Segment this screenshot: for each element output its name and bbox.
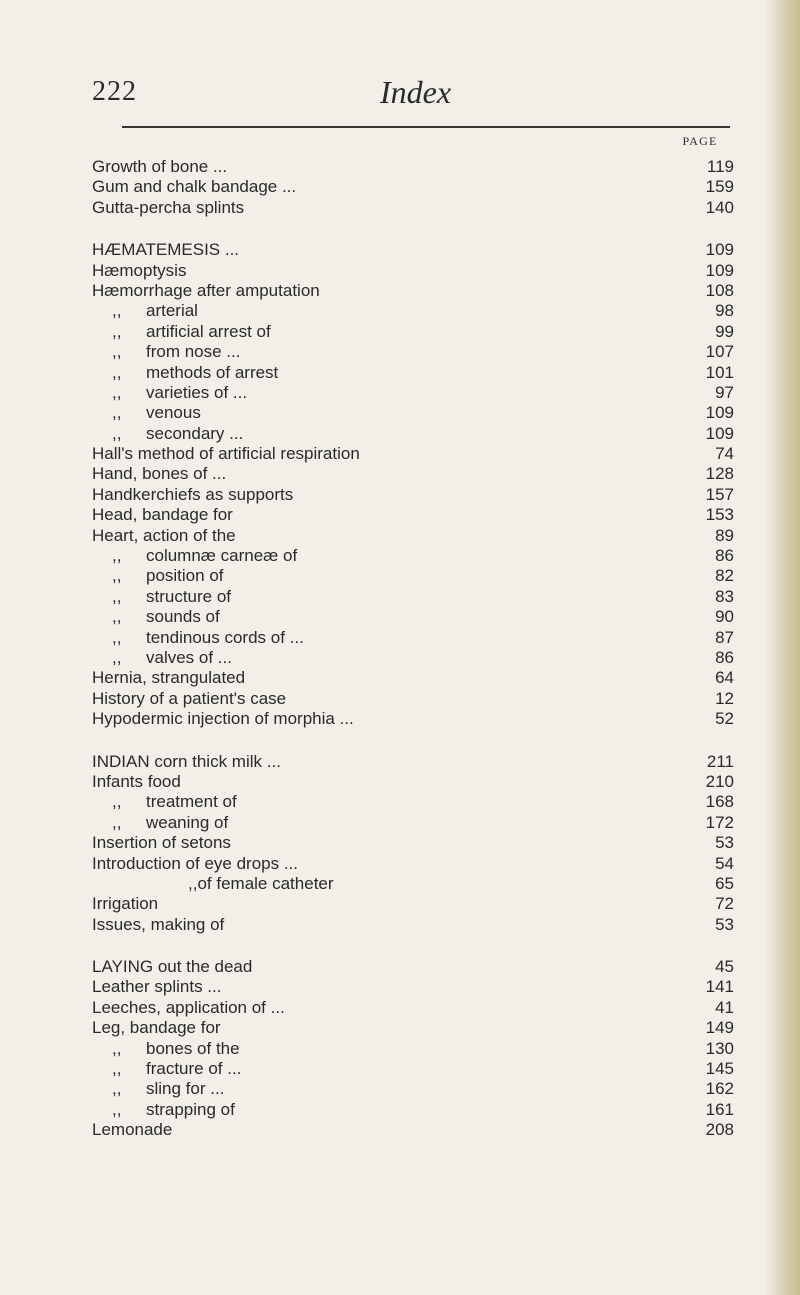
index-term [112, 383, 253, 403]
index-entry [92, 1018, 742, 1038]
index-term [112, 342, 246, 362]
index-section-i [92, 752, 742, 936]
index-term-text: bones of the [146, 1038, 240, 1058]
index-entry [92, 526, 742, 546]
index-term [112, 587, 237, 607]
index-list [92, 157, 742, 1163]
index-entry [92, 668, 742, 688]
index-entry [92, 833, 742, 853]
index-page-number: 52 [688, 709, 734, 729]
ditto-mark: ,, [112, 812, 122, 832]
index-term-text: Hæmorrhage after amputation [92, 280, 320, 300]
index-term-text: arterial [146, 301, 198, 321]
index-entry [92, 813, 742, 833]
index-page-number: 101 [688, 363, 734, 383]
index-page-number: 87 [688, 628, 734, 648]
ditto-mark: ,, [112, 627, 122, 647]
index-page-number: 109 [688, 403, 734, 423]
index-entry [92, 383, 742, 403]
index-term-text: of female catheter [197, 873, 334, 893]
index-entry [92, 424, 742, 444]
running-head: Index [380, 74, 452, 110]
index-term-text: Hernia, strangulated [92, 668, 246, 688]
index-term [92, 526, 242, 546]
index-entry [92, 894, 742, 914]
index-entry [92, 607, 742, 627]
index-term-text: varieties of ... [146, 382, 248, 402]
index-page-number: 161 [688, 1100, 734, 1120]
index-term [92, 709, 360, 729]
ditto-mark: ,, [188, 873, 198, 893]
index-page-number: 208 [688, 1120, 734, 1140]
index-section-g [92, 157, 742, 218]
index-entry [92, 915, 742, 935]
ditto-mark: ,, [112, 362, 122, 382]
index-page-number: 12 [688, 689, 734, 709]
index-page-number: 141 [688, 977, 734, 997]
page-number: 222 [92, 76, 137, 107]
index-term-text: structure of [146, 586, 232, 606]
index-term-text: secondary ... [146, 423, 244, 443]
index-term-text: methods of arrest [146, 362, 279, 382]
index-entry [92, 648, 742, 668]
ditto-mark: ,, [112, 301, 122, 321]
index-page-number: 172 [688, 813, 734, 833]
index-entry [92, 281, 742, 301]
index-term-text: fracture of ... [146, 1059, 242, 1079]
index-term-text: Introduction of eye drops ... [92, 853, 299, 873]
ditto-mark: ,, [112, 792, 122, 812]
index-entry [92, 1100, 742, 1120]
index-term [92, 915, 230, 935]
index-term-text: Leather splints ... [92, 977, 222, 997]
index-entry [92, 342, 742, 362]
ditto-mark: ,, [112, 403, 122, 423]
index-term [112, 607, 226, 627]
index-term [92, 854, 304, 874]
page-edge-shadow [764, 0, 800, 1295]
index-term [92, 772, 187, 792]
index-term-text: Gum and chalk bandage ... [92, 177, 297, 197]
index-term [92, 668, 251, 688]
index-term-text: History of a patient's case [92, 688, 287, 708]
ditto-mark: ,, [112, 546, 122, 566]
index-page-number: 99 [688, 322, 734, 342]
index-entry [92, 1059, 742, 1079]
index-term [112, 546, 303, 566]
index-term-text: treatment of [146, 792, 237, 812]
index-term [92, 240, 245, 260]
index-page-number: 83 [688, 587, 734, 607]
index-entry [92, 566, 742, 586]
index-term [112, 566, 230, 586]
index-term-text: Lemonade [92, 1120, 173, 1140]
index-entry [92, 957, 742, 977]
index-term [92, 444, 366, 464]
index-term-text: Leeches, application of ... [92, 997, 285, 1017]
ditto-mark: ,, [112, 607, 122, 627]
index-term [92, 485, 299, 505]
index-term [92, 157, 233, 177]
index-section-h [92, 240, 742, 729]
index-term [92, 752, 287, 772]
index-page-number: 168 [688, 792, 734, 812]
ditto-mark: ,, [112, 1079, 122, 1099]
index-entry [92, 752, 742, 772]
index-page-number: 74 [688, 444, 734, 464]
index-term-text: tendinous cords of ... [146, 627, 304, 647]
index-page-number: 86 [688, 648, 734, 668]
index-term [92, 1018, 227, 1038]
index-term [92, 833, 237, 853]
ditto-mark: ,, [112, 647, 122, 667]
index-page-number: 119 [688, 157, 734, 177]
index-term [92, 505, 239, 525]
index-term [92, 177, 302, 197]
index-entry [92, 157, 742, 177]
index-page-number: 98 [688, 301, 734, 321]
index-entry [92, 628, 742, 648]
index-term [112, 322, 277, 342]
index-page-number: 97 [688, 383, 734, 403]
index-term-text: position of [146, 566, 224, 586]
index-term-text: columnæ carneæ of [146, 546, 298, 566]
index-entry [92, 322, 742, 342]
index-term-text: Leg, bandage for [92, 1018, 221, 1038]
index-term [92, 957, 258, 977]
index-term-text: weaning of [146, 812, 229, 832]
index-page-number: 41 [688, 998, 734, 1018]
index-term [188, 874, 340, 894]
index-term [92, 198, 250, 218]
index-term-text: Heart, action of the [92, 525, 236, 545]
index-term [112, 792, 243, 812]
index-entry [92, 998, 742, 1018]
index-entry [92, 546, 742, 566]
ditto-mark: ,, [112, 1059, 122, 1079]
index-term [92, 261, 192, 281]
index-page-number: 128 [688, 464, 734, 484]
index-term-text: Issues, making of [92, 914, 225, 934]
index-page-number: 54 [688, 854, 734, 874]
index-term-text: Irrigation [92, 894, 159, 914]
page-column-label: PAGE [682, 134, 718, 148]
index-term [112, 648, 238, 668]
index-term [92, 689, 292, 709]
index-entry [92, 363, 742, 383]
index-page-number: 109 [688, 261, 734, 281]
index-page-number: 211 [688, 752, 734, 772]
index-term [112, 424, 249, 444]
index-entry [92, 792, 742, 812]
index-term [112, 628, 310, 648]
index-term-text: Hæmoptysis [92, 260, 187, 280]
index-entry [92, 240, 742, 260]
index-entry [92, 874, 742, 894]
index-term [112, 1059, 247, 1079]
index-term [112, 813, 234, 833]
index-entry [92, 505, 742, 525]
index-term [92, 894, 164, 914]
index-term [92, 1120, 178, 1140]
index-term-text: LAYING out the dead [92, 957, 253, 977]
index-page-number: 82 [688, 566, 734, 586]
index-term [112, 1039, 246, 1059]
index-term-text: strapping of [146, 1099, 235, 1119]
index-entry [92, 1120, 742, 1140]
index-term-text: Hypodermic injection of morphia ... [92, 709, 354, 729]
index-term [92, 464, 232, 484]
index-entry [92, 198, 742, 218]
ditto-mark: ,, [112, 1099, 122, 1119]
index-term-text: Hall's method of artificial respiration [92, 444, 360, 464]
index-page-number: 210 [688, 772, 734, 792]
index-term-text: sounds of [146, 607, 220, 627]
index-page-number: 90 [688, 607, 734, 627]
index-page-number: 109 [688, 424, 734, 444]
index-term-text: artificial arrest of [146, 321, 271, 341]
index-page-number: 53 [688, 915, 734, 935]
index-entry [92, 709, 742, 729]
index-entry [92, 689, 742, 709]
page-header [92, 72, 732, 132]
index-term-text: Gutta-percha splints [92, 197, 245, 217]
ditto-mark: ,, [112, 566, 122, 586]
index-entry [92, 301, 742, 321]
ditto-mark: ,, [112, 586, 122, 606]
index-page-number: 45 [688, 957, 734, 977]
header-rule [122, 126, 730, 128]
index-page-number: 159 [688, 177, 734, 197]
index-term [112, 363, 284, 383]
index-entry [92, 444, 742, 464]
index-entry [92, 485, 742, 505]
index-entry [92, 587, 742, 607]
index-term [92, 998, 291, 1018]
index-page-number: 53 [688, 833, 734, 853]
index-page-number: 162 [688, 1079, 734, 1099]
index-term [112, 403, 207, 423]
index-term-text: sling for ... [146, 1079, 225, 1099]
index-term-text: Handkerchiefs as supports [92, 484, 294, 504]
index-entry [92, 977, 742, 997]
index-term-text: venous [146, 403, 201, 423]
index-page-number: 107 [688, 342, 734, 362]
index-page-number: 72 [688, 894, 734, 914]
ditto-mark: ,, [112, 321, 122, 341]
index-entry [92, 464, 742, 484]
index-page-number: 140 [688, 198, 734, 218]
index-term-text: HÆMATEMESIS ... [92, 240, 240, 260]
ditto-mark: ,, [112, 342, 122, 362]
index-page-number: 153 [688, 505, 734, 525]
index-term-text: INDIAN corn thick milk ... [92, 751, 281, 771]
index-term-text: valves of ... [146, 647, 232, 667]
index-term [112, 301, 204, 321]
index-entry [92, 1079, 742, 1099]
index-page-number: 108 [688, 281, 734, 301]
index-page-number: 86 [688, 546, 734, 566]
ditto-mark: ,, [112, 1038, 122, 1058]
index-term [112, 1100, 241, 1120]
ditto-mark: ,, [112, 423, 122, 443]
index-page-number: 89 [688, 526, 734, 546]
index-entry [92, 1039, 742, 1059]
index-section-l [92, 957, 742, 1141]
index-page-number: 157 [688, 485, 734, 505]
index-term-text: Hand, bones of ... [92, 464, 227, 484]
index-term [112, 1079, 230, 1099]
index-entry [92, 854, 742, 874]
index-entry [92, 177, 742, 197]
index-term [92, 977, 227, 997]
index-term-text: Insertion of setons [92, 833, 231, 853]
index-page-number: 64 [688, 668, 734, 688]
index-page-number: 145 [688, 1059, 734, 1079]
index-term-text: from nose ... [146, 342, 241, 362]
index-entry [92, 261, 742, 281]
index-page-number: 65 [688, 874, 734, 894]
index-page-number: 149 [688, 1018, 734, 1038]
index-term-text: Head, bandage for [92, 505, 233, 525]
index-term-text: Growth of bone ... [92, 157, 228, 176]
index-term [92, 281, 326, 301]
index-page-number: 130 [688, 1039, 734, 1059]
index-entry [92, 403, 742, 423]
index-term-text: Infants food [92, 771, 181, 791]
index-entry [92, 772, 742, 792]
ditto-mark: ,, [112, 382, 122, 402]
index-page-number: 109 [688, 240, 734, 260]
